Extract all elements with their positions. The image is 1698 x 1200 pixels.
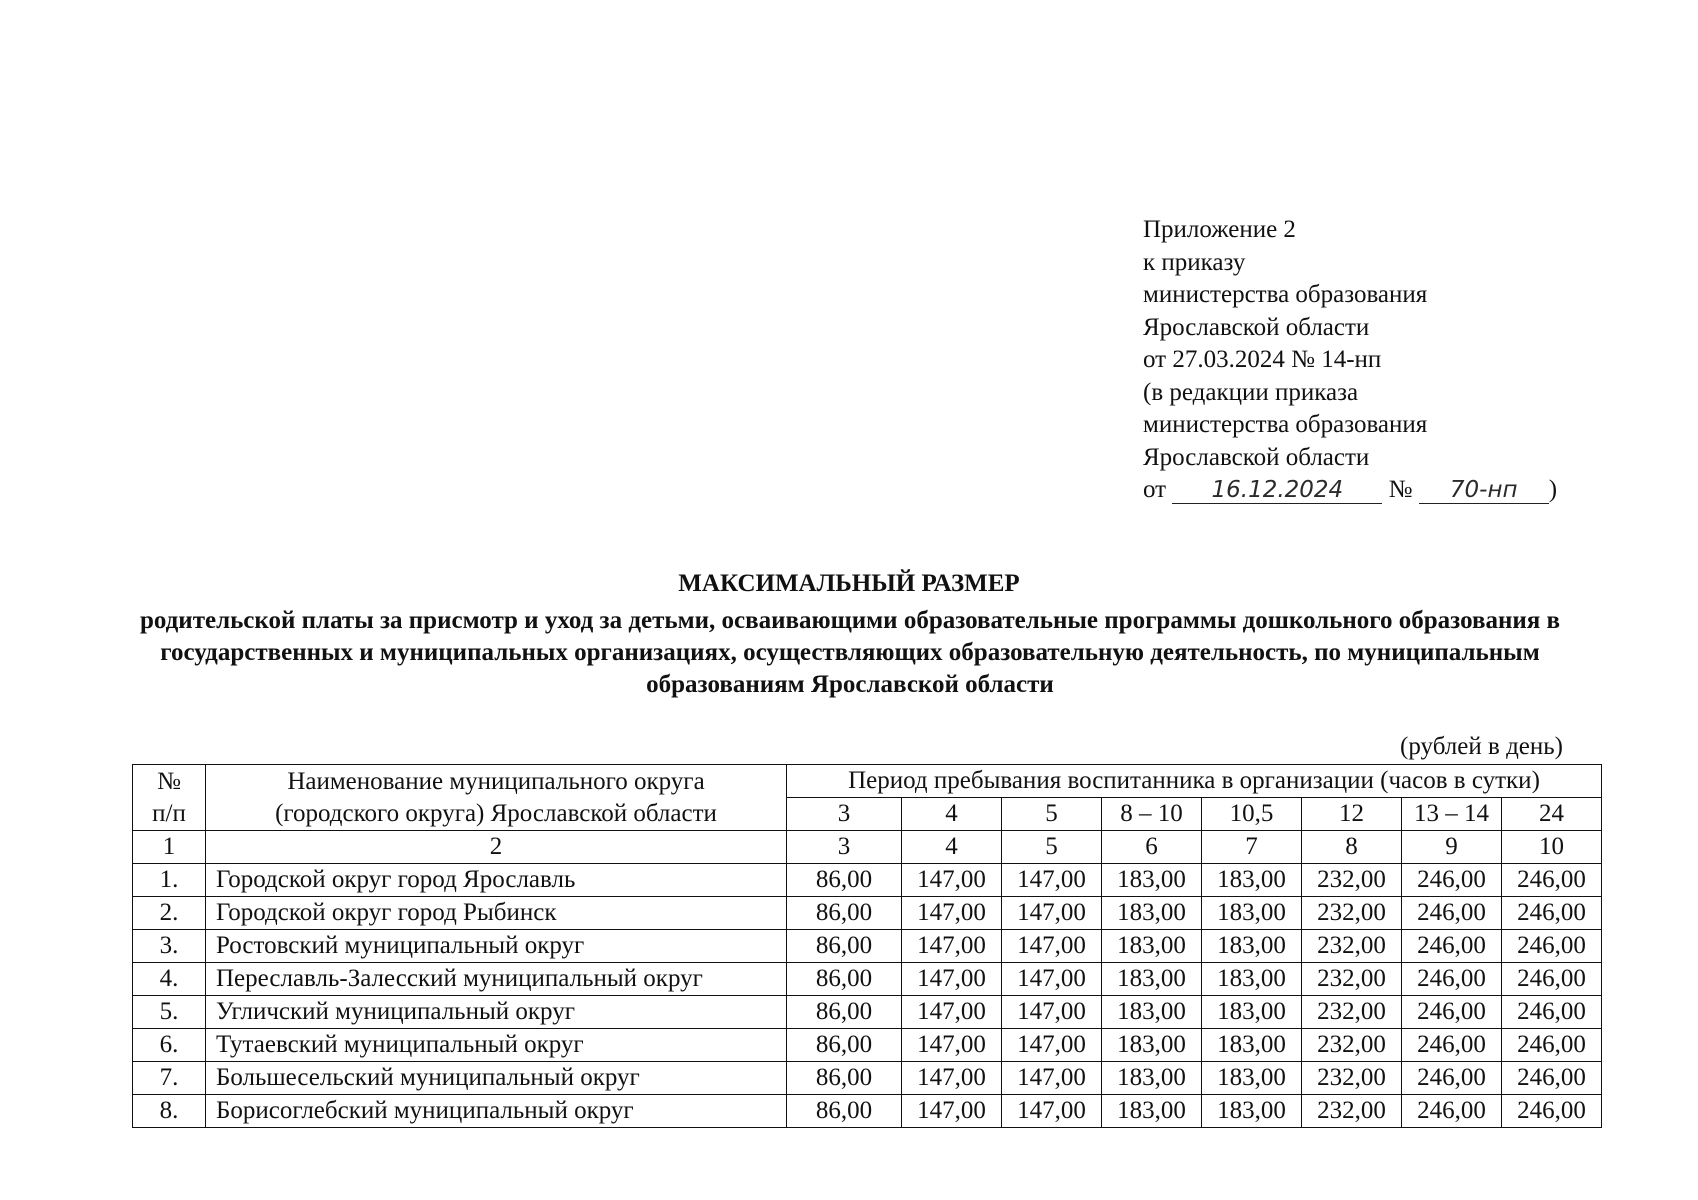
fee-value: 246,00 bbox=[1502, 1062, 1602, 1095]
fee-value: 147,00 bbox=[902, 1062, 1002, 1095]
number-sign: № bbox=[1388, 476, 1413, 503]
fee-value: 86,00 bbox=[787, 1029, 902, 1062]
fee-value: 86,00 bbox=[787, 963, 902, 996]
column-number: 10 bbox=[1502, 831, 1602, 864]
table-row bbox=[133, 930, 1602, 963]
fee-value: 232,00 bbox=[1302, 1062, 1402, 1095]
fee-value: 183,00 bbox=[1102, 1029, 1202, 1062]
fee-value: 183,00 bbox=[1102, 1095, 1202, 1128]
fee-value: 183,00 bbox=[1202, 963, 1302, 996]
fee-value: 86,00 bbox=[787, 930, 902, 963]
fee-value: 147,00 bbox=[902, 1095, 1002, 1128]
fee-value: 86,00 bbox=[787, 996, 902, 1029]
header-hours: 10,5 bbox=[1202, 798, 1302, 831]
fee-value: 246,00 bbox=[1402, 996, 1502, 1029]
header-period: Период пребывания воспитанника в организации (часов в сутки) bbox=[787, 765, 1602, 798]
row-number: 7. bbox=[133, 1062, 206, 1095]
handwritten-number: 70-нп bbox=[1419, 477, 1549, 504]
table-row bbox=[133, 897, 1602, 930]
column-number: 1 bbox=[133, 831, 206, 864]
fee-value: 147,00 bbox=[902, 996, 1002, 1029]
row-number: 6. bbox=[133, 1029, 206, 1062]
fee-value: 147,00 bbox=[902, 963, 1002, 996]
header-hours: 8 – 10 bbox=[1102, 798, 1202, 831]
fee-value: 246,00 bbox=[1402, 1095, 1502, 1128]
fee-value: 147,00 bbox=[1002, 864, 1102, 897]
column-number: 4 bbox=[902, 831, 1002, 864]
table-row bbox=[133, 864, 1602, 897]
fee-value: 183,00 bbox=[1102, 897, 1202, 930]
district-name: Городской округ город Ярославль bbox=[206, 864, 787, 897]
fee-value: 246,00 bbox=[1502, 864, 1602, 897]
fee-value: 86,00 bbox=[787, 1095, 902, 1128]
fee-value: 246,00 bbox=[1402, 897, 1502, 930]
column-number: 5 bbox=[1002, 831, 1102, 864]
handwritten-date: 16.12.2024 bbox=[1172, 477, 1382, 504]
header-hours: 3 bbox=[787, 798, 902, 831]
fee-value: 183,00 bbox=[1202, 930, 1302, 963]
document-subtitle: родительской платы за присмотр и уход за детьми, осваивающими образовательные программы дошкольного образования в государственных и муниципальных организациях, осуществляющих образовательную деятельность, по муниципальным образованиям Ярославской области bbox=[139, 607, 1561, 698]
annex-line: от 27.03.2024 № 14-нп bbox=[1143, 346, 1382, 373]
header-hours: 13 – 14 bbox=[1402, 798, 1502, 831]
fee-value: 246,00 bbox=[1502, 963, 1602, 996]
fee-value: 147,00 bbox=[1002, 963, 1102, 996]
fee-value: 246,00 bbox=[1402, 1029, 1502, 1062]
header-number-line2: п/п bbox=[152, 799, 186, 827]
annex-line: Ярославской области bbox=[1143, 313, 1370, 341]
fee-value: 147,00 bbox=[902, 864, 1002, 897]
fee-value: 246,00 bbox=[1502, 897, 1602, 930]
fee-value: 183,00 bbox=[1202, 864, 1302, 897]
annex-block bbox=[1143, 214, 1557, 507]
table-row bbox=[133, 1095, 1602, 1128]
column-number: 8 bbox=[1302, 831, 1402, 864]
fee-value: 246,00 bbox=[1402, 1062, 1502, 1095]
fee-value: 147,00 bbox=[902, 930, 1002, 963]
fee-value: 183,00 bbox=[1102, 930, 1202, 963]
table-row bbox=[133, 1029, 1602, 1062]
fee-value: 246,00 bbox=[1402, 864, 1502, 897]
annex-line: (в редакции приказа bbox=[1143, 378, 1359, 406]
header-hours: 12 bbox=[1302, 798, 1402, 831]
header-name-line1: Наименование муниципального округа bbox=[287, 767, 705, 795]
fee-value: 147,00 bbox=[1002, 897, 1102, 930]
table-header-row bbox=[133, 765, 1602, 798]
header-hours: 5 bbox=[1002, 798, 1102, 831]
district-name: Борисоглебский муниципальный округ bbox=[206, 1095, 787, 1128]
header-number bbox=[133, 765, 206, 831]
fee-value: 183,00 bbox=[1202, 897, 1302, 930]
fee-value: 246,00 bbox=[1502, 996, 1602, 1029]
fee-value: 183,00 bbox=[1202, 1095, 1302, 1128]
fee-value: 147,00 bbox=[902, 897, 1002, 930]
annex-line: министерства образования bbox=[1143, 281, 1428, 308]
annex-from-prefix: от bbox=[1143, 476, 1167, 503]
fee-value: 147,00 bbox=[902, 1029, 1002, 1062]
column-number: 7 bbox=[1202, 831, 1302, 864]
table-body bbox=[133, 864, 1602, 1128]
fee-value: 183,00 bbox=[1202, 996, 1302, 1029]
header-name-line2: (городского округа) Ярославской области bbox=[275, 799, 717, 827]
table-column-numbers-row bbox=[133, 831, 1602, 864]
fee-value: 86,00 bbox=[787, 864, 902, 897]
header-hours: 24 bbox=[1502, 798, 1602, 831]
fee-value: 232,00 bbox=[1302, 864, 1402, 897]
table-row bbox=[133, 963, 1602, 996]
district-name: Городской округ город Рыбинск bbox=[206, 897, 787, 930]
fee-value: 147,00 bbox=[1002, 930, 1102, 963]
fee-value: 86,00 bbox=[787, 897, 902, 930]
fee-value: 147,00 bbox=[1002, 1095, 1102, 1128]
row-number: 5. bbox=[133, 996, 206, 1029]
district-name: Тутаевский муниципальный округ bbox=[206, 1029, 787, 1062]
column-number: 3 bbox=[787, 831, 902, 864]
fee-value: 232,00 bbox=[1302, 963, 1402, 996]
fee-value: 183,00 bbox=[1102, 864, 1202, 897]
table-row bbox=[133, 1062, 1602, 1095]
fee-value: 232,00 bbox=[1302, 930, 1402, 963]
district-name: Переславль-Залесский муниципальный округ bbox=[206, 963, 787, 996]
row-number: 3. bbox=[133, 930, 206, 963]
fee-value: 232,00 bbox=[1302, 897, 1402, 930]
fee-value: 86,00 bbox=[787, 1062, 902, 1095]
fee-value: 183,00 bbox=[1102, 1062, 1202, 1095]
fee-value: 246,00 bbox=[1402, 930, 1502, 963]
row-number: 8. bbox=[133, 1095, 206, 1128]
header-district-name bbox=[206, 765, 787, 831]
column-number: 9 bbox=[1402, 831, 1502, 864]
fee-value: 147,00 bbox=[1002, 1029, 1102, 1062]
annex-line: Ярославской области bbox=[1143, 443, 1370, 471]
column-number: 6 bbox=[1102, 831, 1202, 864]
annex-line: министерства образования bbox=[1143, 411, 1428, 438]
district-name: Угличский муниципальный округ bbox=[206, 996, 787, 1029]
annex-line: Приложение 2 bbox=[1143, 216, 1296, 243]
closing-paren: ) bbox=[1548, 476, 1558, 503]
header-hours: 4 bbox=[902, 798, 1002, 831]
fee-value: 246,00 bbox=[1402, 963, 1502, 996]
fee-value: 232,00 bbox=[1302, 996, 1402, 1029]
district-name: Большесельский муниципальный округ bbox=[206, 1062, 787, 1095]
document-title: МАКСИМАЛЬНЫЙ РАЗМЕР bbox=[678, 570, 1020, 597]
annex-line: к приказу bbox=[1143, 248, 1246, 276]
fee-value: 183,00 bbox=[1202, 1029, 1302, 1062]
fee-value: 246,00 bbox=[1502, 1095, 1602, 1128]
fee-value: 147,00 bbox=[1002, 1062, 1102, 1095]
fee-value: 232,00 bbox=[1302, 1095, 1402, 1128]
fee-value: 183,00 bbox=[1102, 963, 1202, 996]
fee-value: 183,00 bbox=[1102, 996, 1202, 1029]
units-note: (рублей в день) bbox=[1400, 733, 1563, 760]
fee-value: 183,00 bbox=[1202, 1062, 1302, 1095]
fee-value: 232,00 bbox=[1302, 1029, 1402, 1062]
district-name: Ростовский муниципальный округ bbox=[206, 930, 787, 963]
fee-table bbox=[132, 764, 1602, 1128]
row-number: 1. bbox=[133, 864, 206, 897]
header-number-line1: № bbox=[157, 767, 181, 795]
row-number: 2. bbox=[133, 897, 206, 930]
fee-value: 147,00 bbox=[1002, 996, 1102, 1029]
fee-value: 246,00 bbox=[1502, 1029, 1602, 1062]
row-number: 4. bbox=[133, 963, 206, 996]
annex-amendment-line bbox=[1143, 474, 1557, 507]
fee-value: 246,00 bbox=[1502, 930, 1602, 963]
table-row bbox=[133, 996, 1602, 1029]
column-number: 2 bbox=[206, 831, 787, 864]
